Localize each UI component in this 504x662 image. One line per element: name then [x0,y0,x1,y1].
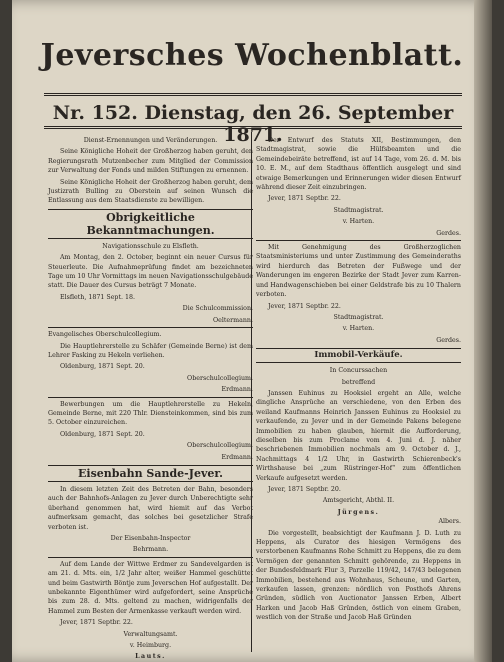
masthead-title: Jeversches Wochenblatt. [40,38,464,73]
concourse-signature: Amtsgericht, Abthl. II. [322,497,395,505]
navigation-school-text: Am Montag, den 2. October, beginnt ein neuer Cursus für Steuerleute. Die Aufnahmeprüfung findet am bezeichneten Tage um 10 Uhr Vormittags im neuen Navigationsschulgebäude statt. Die Dauer des Cursus beträgt 7 Monate. [48,254,253,290]
lost-sheep-date: Jever, 1871 Septbr. 22. [60,619,133,627]
navigation-school-signer: Oeltermann. [212,316,253,324]
concourse-date: Jever, 1871 Septbr. 20. [268,486,341,493]
dismissal-text: Seine Königliche Hoheit der Großherzog haben geruht, dem Justizrath Bulling zu Oberstein auf seinen Wunsch die Entlassung aus dem Staatsdienste zu bewilligen. [48,178,253,205]
concourse-subtitle-2: betreffend [341,378,376,386]
application-signer: Erdmann. [221,453,253,461]
statute-cosigner: Gerdes. [436,229,461,237]
railway-text: In diesem letzten Zeit des Betreten der Bahn, besonders auch der Bahnhofs-Anlagen zu Jever durch Unberechtigte sehr überhand genommen hat, wird hiemit auf das Verbot aufmerksam gemacht, das solches bei gesetzlicher Strafe verboten ist. [48,485,253,531]
statute-signature: Stadtmagistrat. [333,206,384,214]
notice-separator [256,240,461,241]
footpath-date: Jever, 1871 Septbr. 22. [268,302,341,310]
footpath-signature: Stadtmagistrat. [333,313,384,321]
notice-separator [48,557,253,558]
navigation-school-date: Elsfleth, 1871 Sept. 18. [60,293,136,301]
left-column [48,136,253,662]
notice-separator [48,397,253,398]
navigation-school-signature: Die Schulcommission. [182,305,253,313]
school-college-date: Oldenburg, 1871 Sept. 20. [60,363,145,371]
footpath-text: Mit Genehmigung des Großherzoglichen Staatsministeriums und unter Zustimmung des Gemeinderaths wird hierdurch das Betreten der Fußwege und der Wanderungen im engeren Bezirke der Stadt Jever zum Karren- und Handwagenschieben bei einer Geldstrafe bis zu 10 Thalern verboten. [256,244,461,299]
appointments-text: Seine Königliche Hoheit der Großherzog haben geruht, den Regierungsrath Mutzenbecher zum Mitglied der Commission zur Verwaltung der Fonds und milden Stiftungen zu ernennen. [48,148,253,175]
heppens-sale-text: Die vorgestellt, beabsichtigt der Kaufmann J. D. Luth zu Heppens, als Curator des hiesigen Vermögens des verstorbenen Kaufmanns Rohe Schmitt zu Heppens, die zu dem Vermögen der genannten Schmitt gehörende, zu Heppens in der Bundesfeldmark Flur 3, Parzelle 119/42, 147/43 belegenen Immobilien, bestehend aus Wohnhaus, Scheune, und Garten, verkaufen lassen, grenzen: nördlich von Posthofs Ahrens Gründen, südlich von Auctionator Janssen Erben, Albert Harken und Jacob Haß Gründen, östlich von einem Graben, westlich von der Straße und Jacob Haß Gründen [256,529,461,622]
newspaper-page [12,0,492,662]
page-edge-shadow [474,0,492,662]
appointments-title: Dienst-Ernennungen und Veränderungen. [83,137,218,144]
masthead-rule-bottom [44,126,462,129]
lost-sheep-cosigner: Lauts. [135,653,166,661]
concourse-text: Janssen Euhinus zu Hooksiel ergeht an Alle, welche dingliche Ansprüche an verschiedene, von den Erben des weiland Kaufmanns Heinrich Janssen Euhinus zu Hooksiel zu verkaufende, zu Jever und in der Gemeinde Pakens belegene Immobilien zu haben glauben, hiermit die Aufforderung, dieselben bis zum Proclame vom 4. Juni d. J. näher beschriebenen Immobilien nochmals am 9. October d. J., Nachmittags 4 1/2 Uhr, in Gastwirth Schierenbeck's Wirthshause bei „zum Rüstringer-Hof“ zum öffentlichen Verkaufe aufgesetzt werden. [256,389,461,482]
official-notices-heading: Obrigkeitliche Bekanntmachungen. [48,209,253,239]
school-college-signature: Oberschulcollegium. [187,374,253,382]
concourse-cosigner: Albers. [438,518,461,526]
right-column [256,136,461,625]
footpath-signer: v. Harten. [342,325,375,333]
railway-signer: Behrmann. [132,546,169,554]
school-college-title: Evangelisches Oberschulcollegium. [48,331,162,339]
navigation-school-title: Navigationsschule zu Elsfleth. [102,242,199,250]
school-college-text: Die Hauptlehrerstelle zu Schäfer (Gemeinde Berne) ist dem Lehrer Fasking zu Hekeln verliehen. [48,342,253,359]
property-sales-heading: Immobil-Verkäufe. [256,348,461,363]
masthead-rule-top [44,93,462,96]
railway-heading: Eisenbahn Sande-Jever. [48,465,253,482]
application-signature: Oberschulcollegium. [187,442,253,450]
school-college-signer: Erdmann. [221,386,253,394]
statute-date: Jever, 1871 Septbr. 22. [268,195,341,203]
lost-sheep-signature: Verwaltungsamt. [123,630,178,638]
lost-sheep-signer: v. Heimburg. [129,642,172,650]
application-date: Oldenburg, 1871 Sept. 20. [60,430,145,438]
lost-sheep-text: Auf dem Lande der Wittwe Erdmer zu Sandevelgarden ist am 21. d. Mts. ein, 1/2 Jahr alter, weißer Hammel geschüttet und beim Gastwirth Böntje zum Jeverschen Hof aufgestallt. Der unbekannte Eigenthümer wird aufgefordert, seine Ansprüche bis zum 28. d. Mts. geltend zu machen, widrigenfalls der Hammel zum Besten der Armenkasse verkauft werden wird. [48,560,253,615]
statute-signer: v. Harten. [342,218,375,226]
statute-text: Der Entwurf des Statuts XII, Bestimmungen, den Stadtmagistrat, sowie die Hülfsbeamten und die Gemeindebeiräte betreffend, ist auf 14 Tage, vom 26. d. M. bis 10. E. M., auf dem Stadthaus öffentlich ausgelegt und sind etwaige Bemerkungen und Erinnerungen wider diesen Entwurf während dieser Zeit einzubringen. [256,137,461,192]
concourse-signer: Jürgens. [337,508,380,516]
footpath-cosigner: Gerdes. [436,336,461,344]
concourse-subtitle: In Concurssachen [329,367,388,375]
issue-dateline: Nr. 152. Dienstag, den 26. September 1871. [52,102,454,146]
railway-signature: Der Eisenbahn-Inspector [110,535,191,542]
application-text: Bewerbungen um die Hauptlehrerstelle zu Hekeln, Gemeinde Berne, mit 220 Thlr. Diensteinkommen, sind bis zum 5. October einzureichen. [48,400,253,427]
notice-separator [48,327,253,328]
